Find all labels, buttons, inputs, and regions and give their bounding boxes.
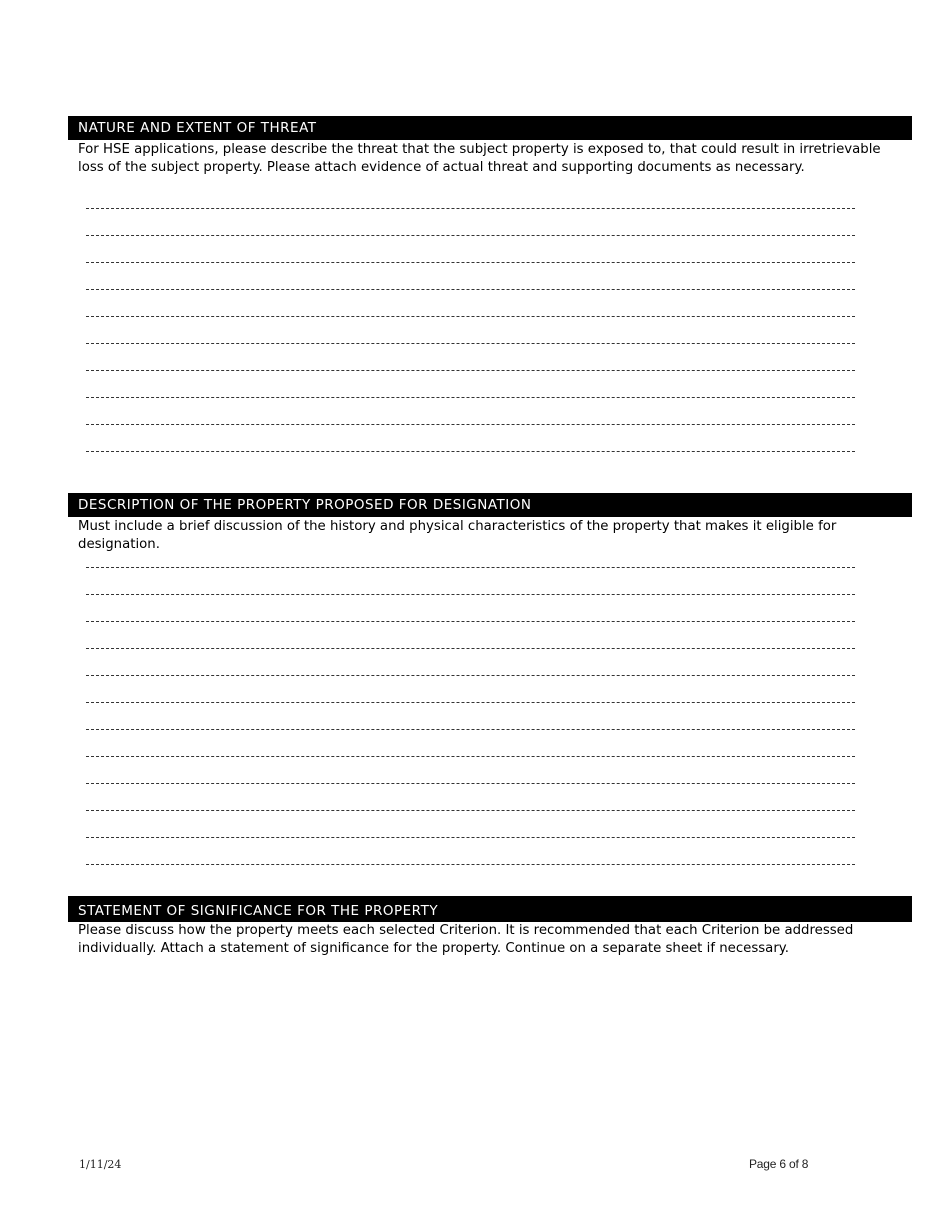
answer-line[interactable] bbox=[86, 235, 855, 236]
property-description-title: DESCRIPTION OF THE PROPERTY PROPOSED FOR DESIGNATION bbox=[68, 493, 912, 517]
threat-section bbox=[68, 116, 912, 177]
threat-section-description: For HSE applications, please describe the threat that the subject property is exposed to, that could result in irretrievable loss of the subject property. Please attach evidence of actual threat and supporting documents as necessary. bbox=[78, 142, 881, 175]
footer-date: 1/11/24 bbox=[79, 1158, 122, 1171]
answer-line[interactable] bbox=[86, 729, 855, 730]
significance-section-description: Please discuss how the property meets each selected Criterion. It is recommended that each Criterion be addressed individually. Attach a statement of significance for the property. Continue on a separate sheet if necessary. bbox=[78, 923, 854, 956]
answer-line[interactable] bbox=[86, 397, 855, 398]
answer-line[interactable] bbox=[86, 621, 855, 622]
answer-line[interactable] bbox=[86, 756, 855, 757]
property-description-text: Must include a brief discussion of the history and physical characteristics of the property that makes it eligible for designation. bbox=[78, 519, 837, 552]
footer-page-number: Page 6 of 8 bbox=[749, 1157, 809, 1171]
answer-line[interactable] bbox=[86, 594, 855, 595]
answer-line[interactable] bbox=[86, 343, 855, 344]
answer-line[interactable] bbox=[86, 451, 855, 452]
answer-line[interactable] bbox=[86, 567, 855, 568]
answer-line[interactable] bbox=[86, 208, 855, 209]
answer-line[interactable] bbox=[86, 675, 855, 676]
threat-section-title: NATURE AND EXTENT OF THREAT bbox=[68, 116, 912, 140]
answer-line[interactable] bbox=[86, 783, 855, 784]
answer-line[interactable] bbox=[86, 289, 855, 290]
answer-line[interactable] bbox=[86, 702, 855, 703]
significance-section bbox=[68, 896, 912, 958]
answer-line[interactable] bbox=[86, 262, 855, 263]
answer-line[interactable] bbox=[86, 810, 855, 811]
answer-line[interactable] bbox=[86, 837, 855, 838]
answer-line[interactable] bbox=[86, 424, 855, 425]
answer-line[interactable] bbox=[86, 316, 855, 317]
answer-line[interactable] bbox=[86, 370, 855, 371]
answer-line[interactable] bbox=[86, 864, 855, 865]
property-description-section bbox=[68, 493, 912, 554]
significance-section-title: STATEMENT OF SIGNIFICANCE FOR THE PROPERTY bbox=[68, 896, 912, 922]
answer-line[interactable] bbox=[86, 648, 855, 649]
